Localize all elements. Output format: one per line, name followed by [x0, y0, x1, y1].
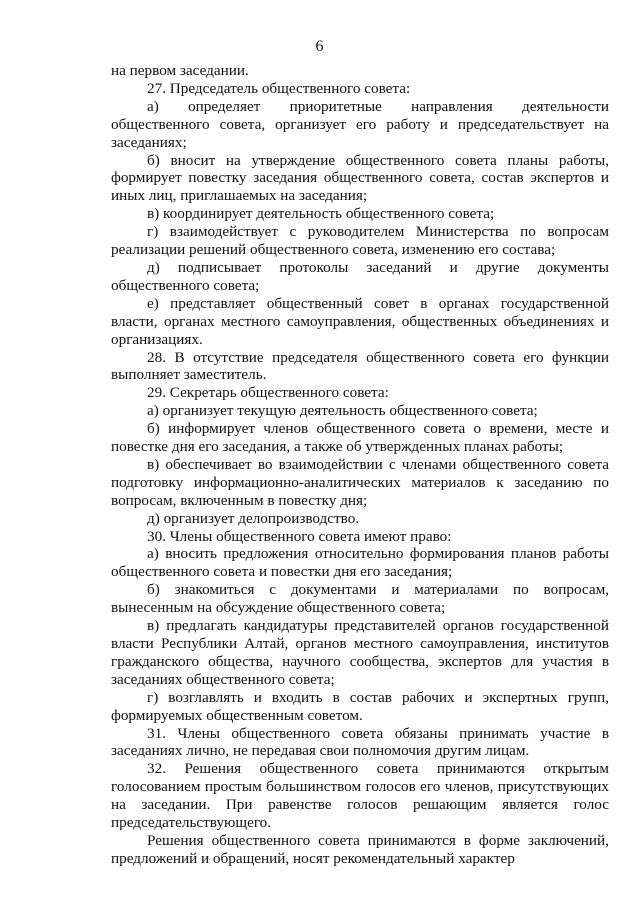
paragraph-30b: б) знакомиться с документами и материалами по вопросам, вынесенным на обсуждение общественного совета; [111, 581, 609, 617]
paragraph-29a: а) организует текущую деятельность общественного совета; [147, 402, 538, 420]
paragraph-continuation: на первом заседании. [111, 62, 249, 79]
paragraph-30: 30. Члены общественного совета имеют право: [147, 527, 452, 545]
paragraph-30g: г) возглавлять и входить в состав рабочих и экспертных групп, формируемых общественным советом. [111, 688, 609, 724]
paragraph-29b: б) информирует членов общественного совета о времени, месте и повестке дня его заседания, а также об утвержденных планах работы; [111, 420, 609, 456]
paragraph-27v: в) координирует деятельность общественного совета; [147, 205, 495, 223]
paragraph-32: 32. Решения общественного совета принимаются открытым голосованием простым большинством голосов его членов, присутствующих на заседании. При равенстве голосов решающим является голос председательствующего. [111, 760, 609, 832]
document-body [111, 62, 609, 868]
paragraph-30v: в) предлагать кандидатуры представителей органов государственной власти Республики Алтай, органов местного самоуправления, институтов гражданского общества, научного сообщества, экспертов для участия в заседаниях общественного совета; [111, 617, 609, 688]
paragraph-27b: б) вносит на утверждение общественного совета планы работы, формирует повестку заседания общественного совета, состав экспертов и иных лиц, приглашаемых на заседания; [111, 151, 609, 205]
paragraph-27: 27. Председатель общественного совета: [147, 79, 411, 97]
paragraph-29v: в) обеспечивает во взаимодействии с членами общественного совета подготовку информационно-аналитических материалов к заседанию по вопросам, включенным в повестку дня; [111, 455, 609, 509]
paragraph-27d: д) подписывает протоколы заседаний и другие документы общественного совета; [111, 258, 609, 294]
paragraph-28: 28. В отсутствие председателя общественного совета его функции выполняет заместитель. [111, 348, 609, 384]
paragraph-27e: е) представляет общественный совет в органах государственной власти, органах местного самоуправления, общественных объединениях и организациях. [111, 294, 609, 348]
paragraph-29: 29. Секретарь общественного совета: [147, 384, 389, 402]
paragraph-27g: г) взаимодействует с руководителем Министерства по вопросам реализации решений общественного совета, изменению его состава; [111, 223, 609, 259]
page-number: 6 [315, 38, 324, 55]
paragraph-decisions: Решения общественного совета принимаются в форме заключений, предложений и обращений, носят рекомендательный характер [111, 831, 609, 867]
paragraph-31: 31. Члены общественного совета обязаны принимать участие в заседаниях лично, не передавая свои полномочия другим лицам. [111, 724, 609, 760]
paragraph-27a: а) определяет приоритетные направления деятельности общественного совета, организует его работу и председательствует на заседаниях; [111, 97, 609, 151]
paragraph-29d: д) организует делопроизводство. [147, 509, 360, 527]
paragraph-30a: а) вносить предложения относительно формирования планов работы общественного совета и повестки дня его заседания; [111, 545, 609, 581]
